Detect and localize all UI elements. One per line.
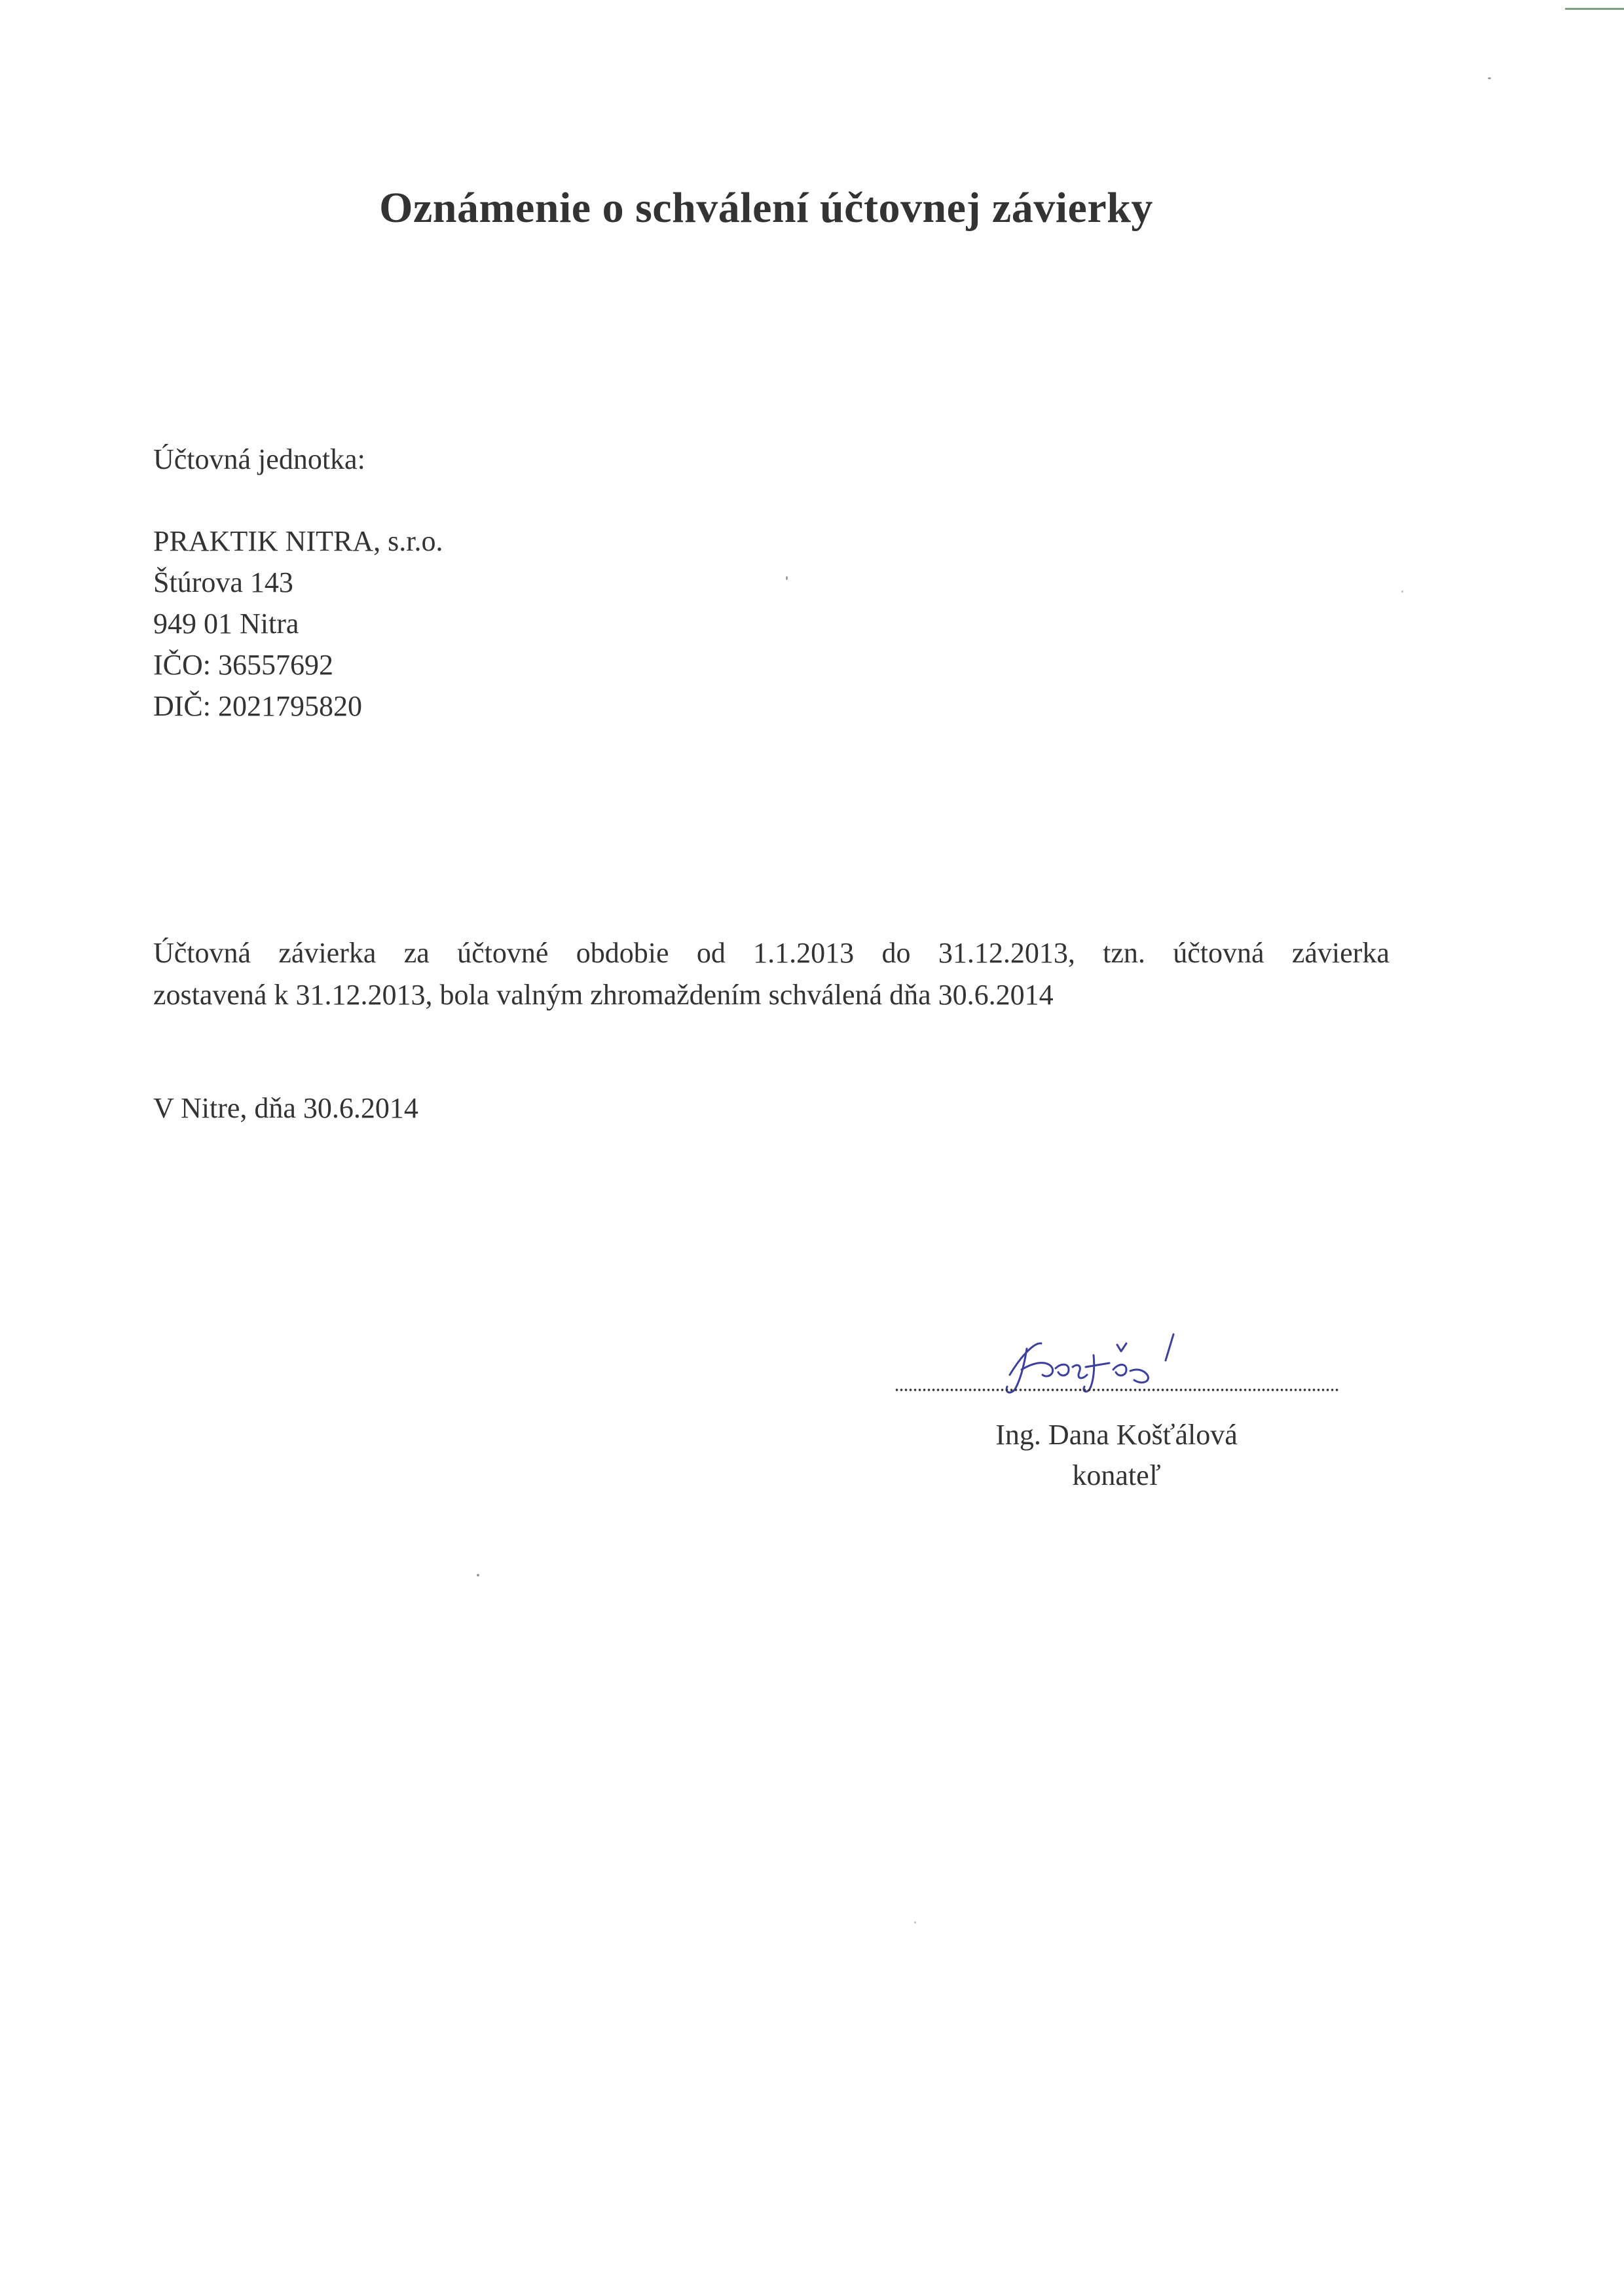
statement-word: 1.1.2013 <box>753 937 855 969</box>
statement-word: od <box>696 937 726 969</box>
statement-word: Účtovná <box>153 937 251 969</box>
scan-speck <box>914 1922 916 1923</box>
statement-line-1 <box>153 932 1390 974</box>
signer-name: Ing. Dana Košťálová <box>995 1419 1238 1451</box>
statement-word: za <box>403 937 430 969</box>
scan-speck <box>477 1574 479 1576</box>
scan-speck <box>1401 591 1403 592</box>
statement-word: do <box>881 937 911 969</box>
statement-word: 31.12.2013, <box>938 937 1075 969</box>
signer-role: konateľ <box>1072 1459 1161 1491</box>
signature-dotted-line <box>895 1388 1338 1392</box>
company-name: PRAKTIK NITRA, s.r.o. <box>153 525 443 557</box>
statement-word: účtovná <box>1173 937 1264 969</box>
scan-speck <box>786 576 788 580</box>
statement-word: účtovné <box>457 937 549 969</box>
accounting-unit-label: Účtovná jednotka: <box>153 443 365 475</box>
statement-line-2: zostavená k 31.12.2013, bola valným zhromaždením schválená dňa 30.6.2014 <box>153 979 1054 1011</box>
scan-edge-mark <box>1565 8 1624 10</box>
document-title: Oznámenie o schválení účtovnej závierky <box>379 184 1153 232</box>
company-city: 949 01 Nitra <box>153 608 299 640</box>
scan-speck <box>1488 77 1491 79</box>
company-street: Štúrova 143 <box>153 566 293 598</box>
statement-word: obdobie <box>576 937 669 969</box>
statement-word: tzn. <box>1103 937 1145 969</box>
company-ico: IČO: 36557692 <box>153 649 333 681</box>
statement-word: závierka <box>278 937 377 969</box>
statement-word: závierka <box>1291 937 1390 969</box>
approval-statement <box>153 932 1390 1016</box>
place-and-date: V Nitre, dňa 30.6.2014 <box>153 1092 418 1124</box>
company-dic: DIČ: 2021795820 <box>153 690 362 722</box>
company-address-block <box>153 520 443 727</box>
